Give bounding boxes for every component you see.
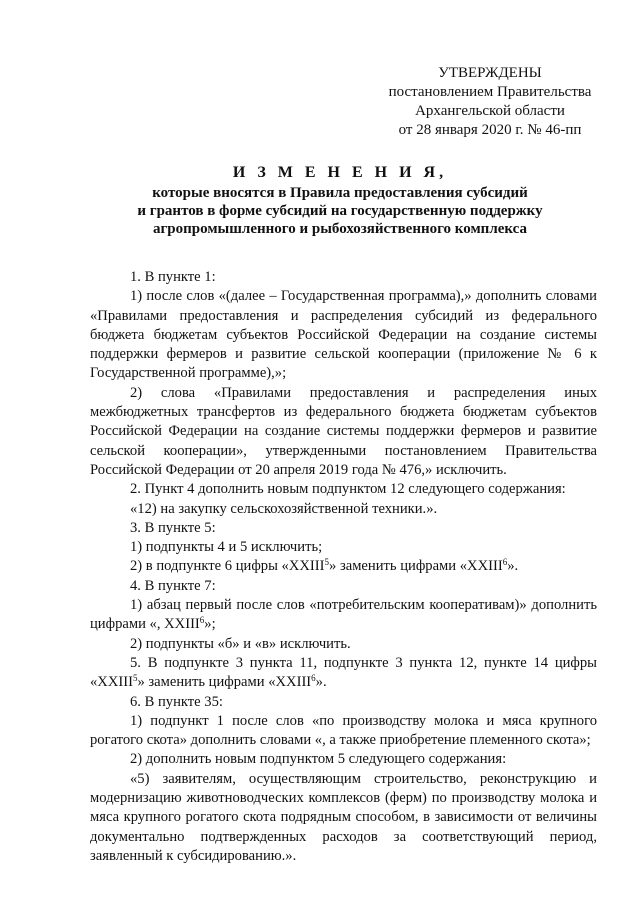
paragraph-item-2-text: «12) на закупку сельскохозяйственной техники.». bbox=[130, 500, 438, 517]
paragraph-item-1: 1. В пункте 1: bbox=[130, 269, 216, 285]
title-line-1: которые вносятся в Правила предоставления субсидий bbox=[152, 185, 528, 201]
approval-line-region: Архангельской области bbox=[415, 103, 565, 119]
paragraph-item-6: 6. В пункте 35: bbox=[130, 693, 223, 710]
paragraph-item-4-1 bbox=[90, 596, 597, 635]
document-title bbox=[60, 164, 620, 238]
superscript: 6 bbox=[199, 615, 205, 626]
paragraph-item-1-2: 2) слова «Правилами предоставления и распределения иных межбюджетных трансфертов из федерального бюджета бюджетам субъектов Российской Федерации на создание системы поддержки фермеров и развитие сельской кооперации», утвержденными постановлением Правительства Российской Федерации от 20 апреля 2019 года № 476,» исключить. bbox=[90, 384, 597, 478]
text-fragment: 2) в подпункте 6 цифры «ХХIII bbox=[130, 558, 325, 575]
document-body bbox=[90, 268, 597, 866]
paragraph-item-4-2: 2) подпункты «б» и «в» исключить. bbox=[130, 635, 351, 652]
text-fragment: ». bbox=[507, 558, 519, 575]
title-line-3: агропромышленного и рыбохозяйственного комплекса bbox=[152, 221, 528, 237]
approval-stamp bbox=[360, 64, 620, 140]
text-fragment: 5. В подпункте 3 пункта 11, подпункте 3 пункта 12, пункте 14 цифры «ХХIII bbox=[90, 654, 597, 691]
text-fragment: »; bbox=[204, 616, 216, 633]
text-fragment: ». bbox=[315, 674, 327, 691]
paragraph-item-6-1: 1) подпункт 1 после слов «по производству молока и мяса крупного рогатого скота» дополнить словами «, а также приобретение племенного скота»; bbox=[90, 712, 597, 749]
paragraph-item-3-2 bbox=[90, 557, 597, 576]
paragraph-item-4: 4. В пункте 7: bbox=[130, 577, 216, 594]
paragraph-item-3: 3. В пункте 5: bbox=[130, 519, 216, 536]
superscript: 6 bbox=[502, 557, 508, 568]
superscript: 6 bbox=[311, 673, 316, 684]
superscript: 5 bbox=[324, 557, 329, 568]
title-heading: И З М Е Н Е Н И Я, bbox=[232, 164, 448, 181]
paragraph-item-6-2-text: «5) заявителям, осуществляющим строительство, реконструкцию и модернизацию животноводческих комплексов (ферм) по производству молока и мяса крупного рогатого скота подрядным способом, в зависимости от величины документально подтвержденных расходов за соответствующий период, заявленный к субсидированию.». bbox=[90, 770, 597, 864]
paragraph-item-3-1: 1) подпункты 4 и 5 исключить; bbox=[130, 539, 323, 556]
text-fragment: » заменить цифрами «ХХIII bbox=[329, 558, 503, 575]
superscript: 5 bbox=[132, 673, 138, 684]
approval-line-date: от 28 января 2020 г. № 46-пп bbox=[398, 122, 582, 138]
text-fragment: » заменить цифрами «ХХIII bbox=[137, 674, 312, 691]
approval-line-resolution: постановлением Правительства bbox=[388, 84, 592, 100]
title-line-2: и грантов в форме субсидий на государственную поддержку bbox=[137, 203, 543, 219]
paragraph-item-6-2: 2) дополнить новым подпунктом 5 следующего содержания: bbox=[130, 751, 507, 768]
paragraph-item-5 bbox=[90, 654, 597, 693]
approval-line-approved: УТВЕРЖДЕНЫ bbox=[438, 65, 542, 81]
paragraph-item-1-1: 1) после слов «(далее – Государственная программа),» дополнить словами «Правилами предоставления и распределения субсидий из федерального бюджета бюджетам субъектов Российской Федерации на создание системы поддержки фермеров и развитие сельской кооперации (приложение № 6 к Государственной программе),»; bbox=[90, 288, 597, 382]
paragraph-item-2: 2. Пункт 4 дополнить новым подпунктом 12 следующего содержания: bbox=[130, 481, 566, 498]
text-fragment: 1) абзац первый после слов «потребительским кооперативам)» дополнить цифрами «, ХХIII bbox=[90, 597, 597, 633]
